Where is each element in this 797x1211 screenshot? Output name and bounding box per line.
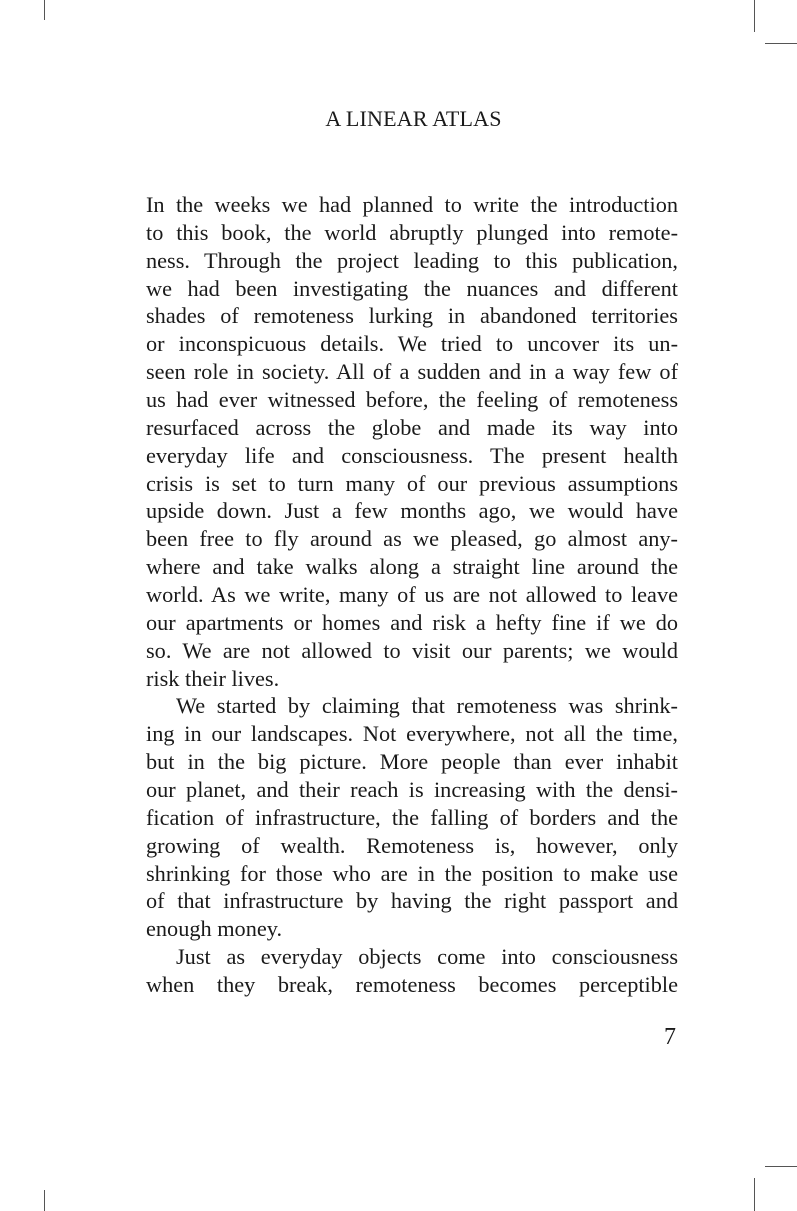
text-line: shades of remoteness lurking in abandoned territories	[146, 303, 678, 329]
text-line: seen role in society. All of a sudden and in a way few of	[146, 359, 678, 385]
text-line: of that infrastructure by having the right passport and	[146, 888, 678, 914]
text-line: In the weeks we had planned to write the introduction	[146, 192, 678, 217]
text-line: we had been investigating the nuances and different	[146, 275, 678, 301]
text-line: enough money.	[146, 916, 283, 942]
crop-mark	[44, 0, 45, 20]
text-line: us had ever witnessed before, the feeling of remoteness	[146, 387, 678, 413]
text-line: been free to fly around as we pleased, go almost any-	[146, 526, 678, 552]
text-line: our apartments or homes and risk a hefty fine if we do	[146, 609, 678, 635]
text-line: or inconspicuous details. We tried to uncover its un-	[146, 331, 678, 357]
text-line: shrinking for those who are in the position to make use	[146, 860, 678, 886]
text-line: when they break, remoteness becomes perceptible	[146, 972, 678, 998]
page-number: 7	[664, 1024, 676, 1050]
text-line: where and take walks along a straight line around the	[146, 554, 678, 580]
text-line: fication of infrastructure, the falling of borders and the	[146, 804, 678, 830]
running-head: A LINEAR ATLAS	[325, 106, 502, 131]
text-line: our planet, and their reach is increasing with the densi-	[146, 777, 678, 803]
crop-mark	[765, 43, 797, 44]
text-line: We started by claiming that remoteness was shrink-	[176, 693, 678, 719]
text-line: crisis is set to turn many of our previous assumptions	[146, 470, 678, 496]
crop-mark	[754, 1178, 755, 1211]
text-line: to this book, the world abruptly plunged into remote-	[146, 219, 678, 245]
body-text	[146, 191, 678, 999]
text-line: risk their lives.	[146, 665, 280, 691]
text-line: upside down. Just a few months ago, we would have	[146, 498, 678, 524]
text-line: everyday life and consciousness. The present health	[146, 442, 678, 468]
text-line: so. We are not allowed to visit our parents; we would	[146, 637, 678, 663]
text-line: resurfaced across the globe and made its way into	[146, 414, 678, 440]
text-line: ness. Through the project leading to this publication,	[146, 247, 678, 273]
text-line: Just as everyday objects come into consciousness	[176, 944, 678, 970]
crop-mark	[754, 0, 755, 32]
text-line: world. As we write, many of us are not allowed to leave	[146, 582, 678, 608]
text-line: but in the big picture. More people than ever inhabit	[146, 749, 678, 775]
text-line: ing in our landscapes. Not everywhere, not all the time,	[146, 721, 678, 747]
crop-mark	[44, 1190, 45, 1211]
crop-mark	[765, 1166, 797, 1167]
text-line: growing of wealth. Remoteness is, however, only	[146, 832, 678, 858]
